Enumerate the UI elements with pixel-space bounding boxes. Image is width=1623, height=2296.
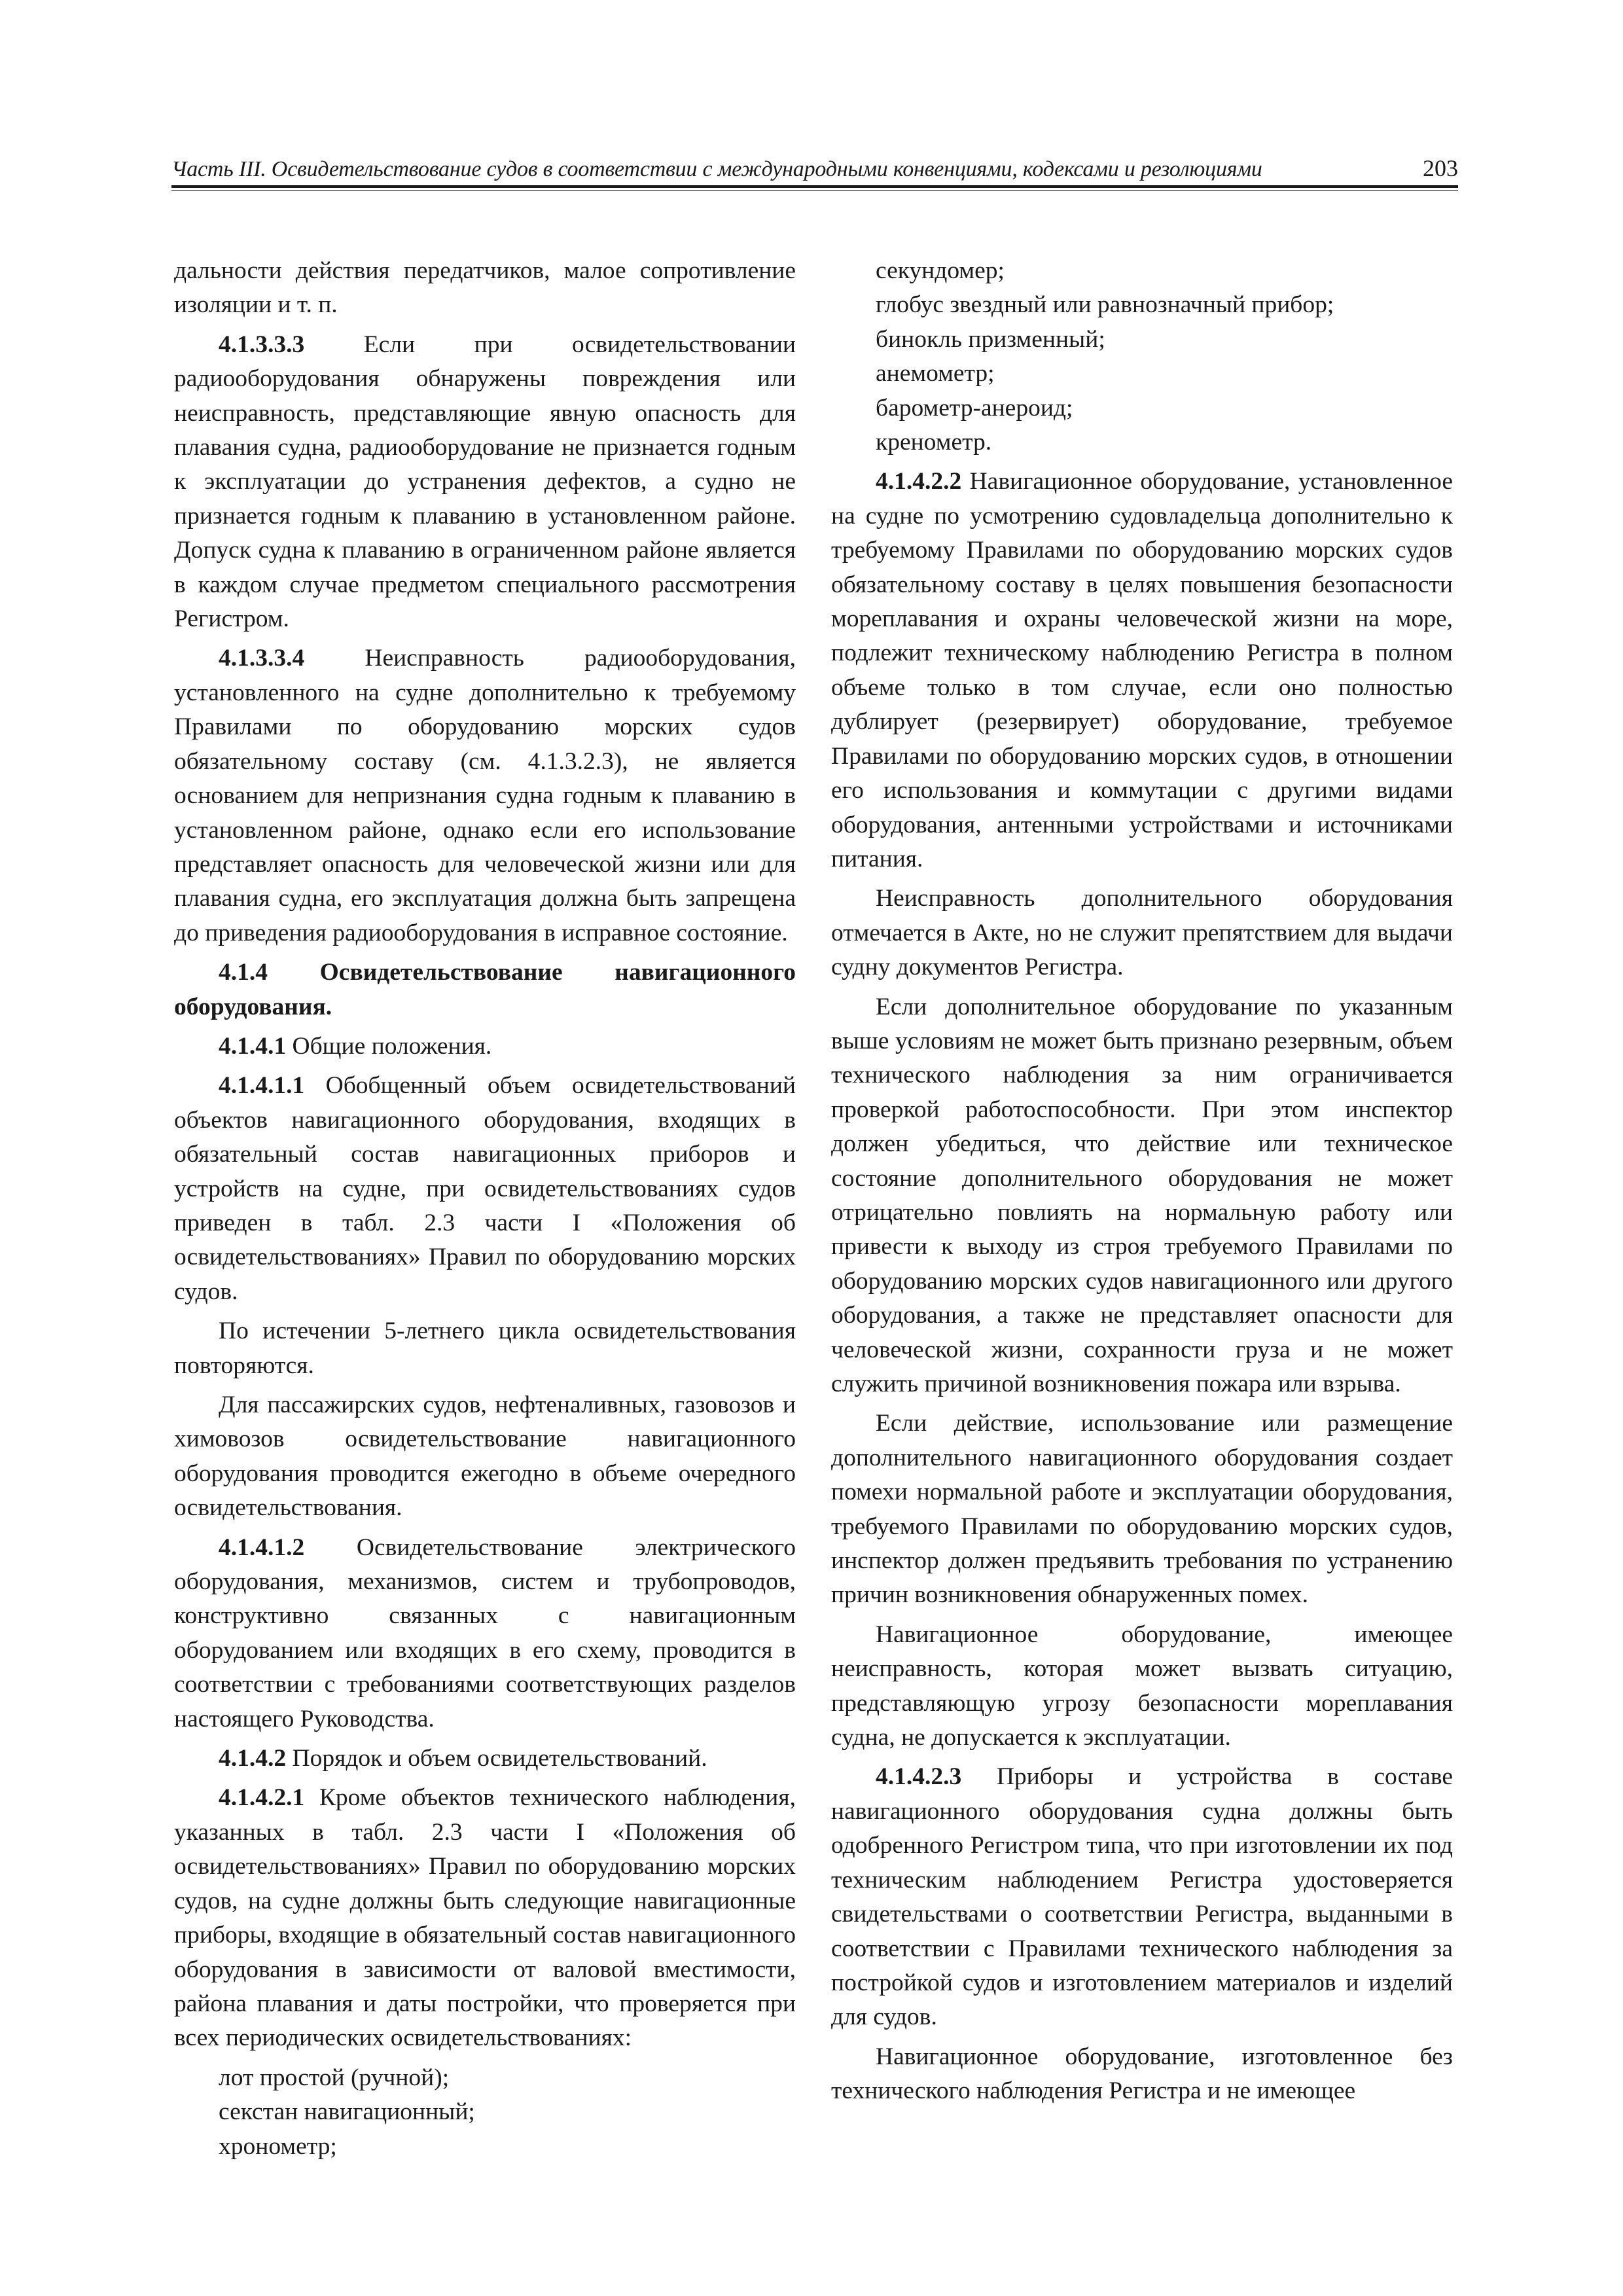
list-item: хронометр; [219, 2132, 337, 2160]
paragraph-4-1-3-3-3 [174, 328, 796, 637]
clause-number: 4.1.4.2 [219, 1745, 287, 1772]
paragraph-continuation: дальности действия передатчиков, малое сопротивление изоляции и т. п. [174, 257, 796, 319]
paragraph-4-1-4-1-2 [174, 1531, 796, 1736]
list-item: барометр-анероид; [876, 394, 1073, 422]
clause-number: 4.1.4.1.1 [219, 1072, 305, 1100]
clause-text: Общие положения. [286, 1032, 492, 1060]
list-item: бинокль призменный; [876, 325, 1105, 353]
running-header-title: Часть III. Освидетельствование судов в соответствии с международными конвенциями, кодексами и резолюциями [171, 157, 1262, 181]
clause-number: 4.1.4.1 [219, 1032, 287, 1060]
clause-number: 4.1.3.3.4 [219, 645, 305, 672]
clause-text: Неисправность радиооборудования, установленного на судне дополнительно к требуемому Правилами по оборудованию морских судов обязательному составу (см. 4.1.3.2.3), не является основанием для непризнания судна годным к плаванию в установленном районе, однако если его использование представляет опасность для человеческой жизни или для плавания судна, его эксплуатация должна быть запрещена до приведения радиооборудования в исправное состояние. [174, 645, 796, 946]
list-item: кренометр. [876, 429, 992, 456]
header-rule-thick [171, 185, 1458, 188]
paragraph-text: Навигационное оборудование, имеющее неисправность, которая может вызвать ситуацию, представляющую угрозу безопасности мореплавания судна, не допускается к эксплуатации. [831, 1621, 1453, 1751]
clause-number: 4.1.4.2.2 [876, 468, 962, 495]
paragraph-4-1-4-1 [174, 1030, 796, 1064]
clause-number: 4.1.4.1.2 [219, 1534, 305, 1561]
paragraph-4-1-4-2-2 [831, 465, 1453, 876]
paragraph-4-1-3-3-4 [174, 641, 796, 950]
list-item: секундомер; [876, 257, 1005, 284]
paragraph-text: По истечении 5-летнего цикла освидетельствования повторяются. [174, 1318, 796, 1379]
clause-text: Навигационное оборудование, установленное на судне по усмотрению судовладельца дополнительно к требуемому Правилами по оборудованию морских судов обязательному составу в целях повышения безопасности мореплавания и охраны человеческой жизни на море, подлежит техническому наблюдению Регистра в полном объеме только в том случае, если оно полностью дублирует (резервирует) оборудование, требуемое Правилами по оборудованию морских судов, в отношении его использования и коммутации с другими видами оборудования, антенными устройствами и источниками питания. [831, 468, 1453, 872]
paragraph-text: Если дополнительное оборудование по указанным выше условиям не может быть признано резервным, объем технического наблюдения за ним ограничивается проверкой работоспособности. При этом инспектор должен убедиться, что действие или техническое состояние дополнительного оборудования не может отрицательно повлиять на нормальную работу или привести к выходу из строя требуемого Правилами по оборудованию морских судов навигационного или другого оборудования, а также не представляет опасности для человеческой жизни, сохранности груза и не может служить причиной возникновения пожара или взрыва. [831, 993, 1453, 1397]
clause-text: Если при освидетельствовании радиооборудования обнаружены повреждения или неисправность, представляющие явную опасность для плавания судна, радиооборудование не признается годным к эксплуатации до устранения дефектов, а судно не признается годным к плаванию в установленном районе. Допуск судна к плаванию в ограниченном районе является в каждом случае предметом специального рассмотрения Регистром. [174, 331, 796, 633]
clause-number: 4.1.4.2.3 [876, 1763, 962, 1791]
list-item: лот простой (ручной); [219, 2064, 450, 2091]
paragraph-text: Если действие, использование или размещение дополнительного навигационного оборудования создает помехи нормальной работе и эксплуатации оборудования, требуемого Правилами по оборудованию морских судов, инспектор должен предъявить требования по устранению причин возникновения обнаруженных помех. [831, 1410, 1453, 1609]
paragraph-text: Неисправность дополнительного оборудования отмечается в Акте, но не служит препятствием для выдачи судну документов Регистра. [831, 885, 1453, 981]
clause-text: Кроме объектов технического наблюдения, указанных в табл. 2.3 части I «Положения об освидетельствованиях» Правил по оборудованию морских судов, на судне должны быть следующие навигационные приборы, входящие в обязательный состав навигационного оборудования в зависимости от валовой вместимости, района плавания и даты постройки, что проверяется при всех периодических освидетельствованиях: [174, 1784, 796, 2052]
paragraph-text: Для пассажирских судов, нефтеналивных, газовозов и химовозов освидетельствование навигационного оборудования проводится ежегодно в объеме очередного освидетельствования. [174, 1391, 796, 1522]
header-rule-thin [171, 190, 1458, 191]
section-heading-4-1-4: 4.1.4 Освидетельствование навигационного оборудования. [174, 959, 796, 1020]
clause-number: 4.1.3.3.3 [219, 331, 305, 358]
paragraph-4-1-4-1-1 [174, 1069, 796, 1309]
list-item: секстан навигационный; [219, 2098, 475, 2126]
paragraph-text: Навигационное оборудование, изготовленное без технического наблюдения Регистра и не имеющее [831, 2043, 1453, 2105]
clause-text: Обобщенный объем освидетельствований объектов навигационного оборудования, входящих в обязательный состав навигационных приборов и устройств на судне, при освидетельствованиях судов приведен в табл. 2.3 части I «Положения об освидетельствованиях» Правил по оборудованию морских судов. [174, 1072, 796, 1305]
clause-text: Освидетельствование электрического оборудования, механизмов, систем и трубопроводов, конструктивно связанных с навигационным оборудованием или входящих в его схему, проводится в соответствии с требованиями соответствующих разделов настоящего Руководства. [174, 1534, 796, 1732]
left-column [174, 254, 796, 2164]
page-number: 203 [1423, 155, 1458, 181]
clause-text: Порядок и объем освидетельствований. [286, 1745, 707, 1772]
paragraph-4-1-4-2-3 [831, 1760, 1453, 2034]
running-header [171, 145, 1458, 182]
paragraph-4-1-4-2-1 [174, 1781, 796, 2055]
paragraph-4-1-4-2 [174, 1742, 796, 1776]
list-item: глобус звездный или равнозначный прибор; [876, 291, 1334, 319]
list-item: анемометр; [876, 360, 995, 387]
clause-text: Приборы и устройства в составе навигационного оборудования судна должны быть одобренного Регистром типа, что при изготовлении их под техническим наблюдением Регистра удостоверяется свидетельствами о соответствии Регистра, выданными в соответствии с Правилами технического наблюдения за постройкой судов и изготовлением материалов и изделий для судов. [831, 1763, 1453, 2031]
clause-number: 4.1.4.2.1 [219, 1784, 305, 1812]
right-column [831, 254, 1453, 2114]
